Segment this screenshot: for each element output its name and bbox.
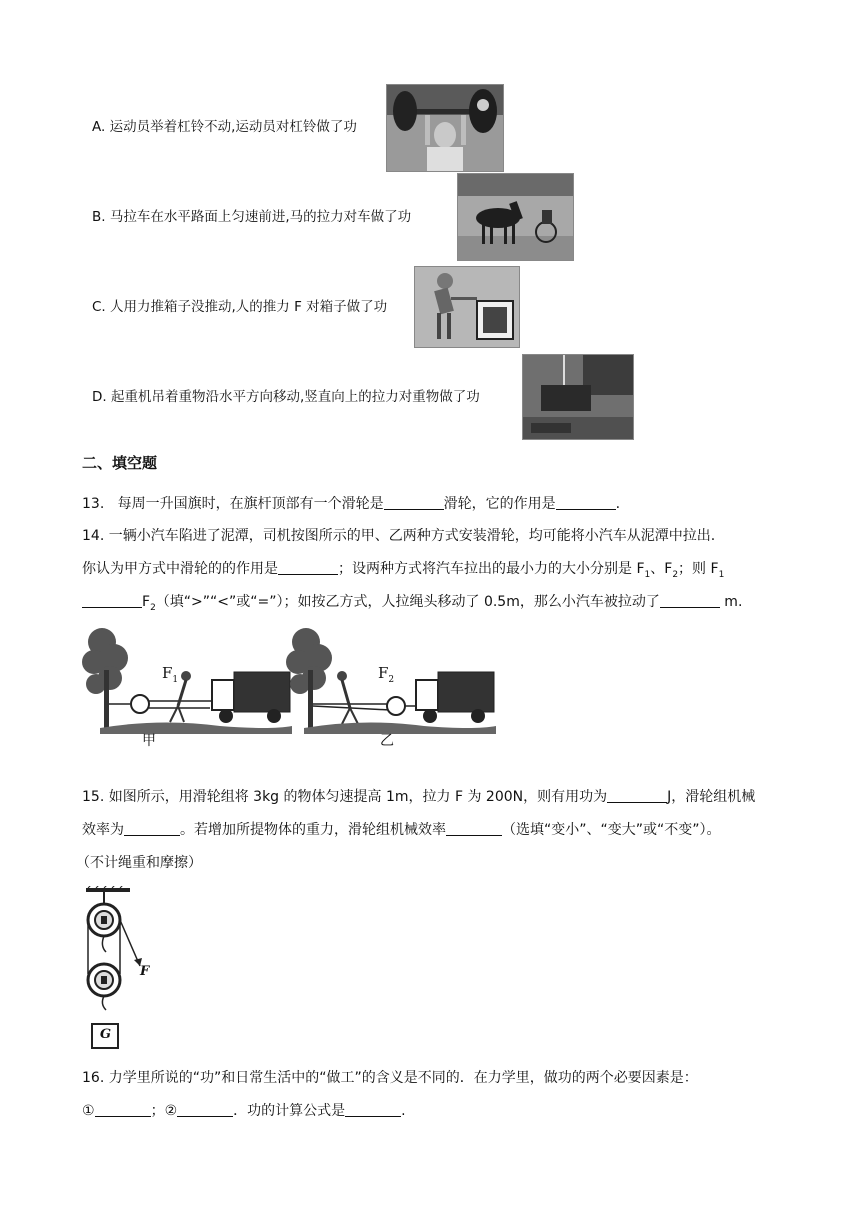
fig-jia-force-label: $F_1$ — [162, 664, 179, 685]
q14-sub-4: 2 — [150, 602, 156, 613]
q16-text-1: ； — [150, 1103, 165, 1119]
fig-yi-caption: 乙 — [380, 733, 394, 749]
q14-blank-1[interactable] — [278, 560, 338, 575]
q14-text-3: 、F — [650, 561, 673, 577]
q14-text-2: ；设两种方式将汽车拉出的最小力的大小分别是 F — [338, 561, 645, 577]
q13-text-2: 滑轮，它的作用是 — [443, 496, 556, 512]
push-box-photo — [414, 266, 520, 348]
question-14-line-3 — [82, 592, 742, 618]
q16-circled-2: ② — [164, 1103, 178, 1119]
q15-blank-1[interactable] — [607, 788, 667, 803]
option-a: A. 运动员举着杠铃不动,运动员对杠铃做了功 — [92, 119, 357, 135]
figure-yi — [284, 624, 498, 748]
question-14-line-1: 14. 一辆小汽车陷进了泥潭，司机按图所示的甲、乙两种方式安装滑轮，均可能将小汽车从泥潭中拉出. — [82, 528, 716, 544]
question-15-line-2 — [82, 820, 721, 840]
q16-text-2: ．功的计算公式是 — [233, 1103, 346, 1119]
question-16-line-2 — [82, 1101, 406, 1121]
q13-number: 13. — [82, 496, 105, 512]
q13-blank-1[interactable] — [384, 495, 444, 510]
q15-blank-2[interactable] — [124, 821, 180, 836]
q15-text-5: （选填“变小”、“变大”或“不变”）。 — [502, 822, 721, 838]
question-15-line-1 — [82, 787, 755, 807]
weightlifter-photo — [386, 84, 504, 172]
q14-blank-3[interactable] — [660, 593, 720, 608]
option-c: C. 人用力推箱子没推动,人的推力 F 对箱子做了功 — [92, 299, 388, 315]
q15-text-3: 效率为 — [82, 822, 124, 838]
horse-cart-photo — [457, 173, 574, 261]
pulley-system-figure — [82, 886, 154, 1056]
question-15-line-3: （不计绳重和摩擦） — [76, 855, 202, 871]
q14-text-5: F — [142, 594, 151, 610]
option-b: B. 马拉车在水平路面上匀速前进,马的拉力对车做了功 — [92, 209, 412, 225]
q15-text-4: 。若增加所提物体的重力，滑轮组机械效率 — [180, 822, 446, 838]
q13-text-1: 每周一升国旗时，在旗杆顶部有一个滑轮是 — [117, 496, 384, 512]
q16-text-3: . — [401, 1103, 406, 1119]
fig-yi-force-label: $F_2$ — [378, 664, 395, 685]
question-13 — [82, 494, 620, 514]
q14-sub-3: 1 — [718, 569, 725, 580]
q13-text-3: . — [615, 496, 621, 512]
q15-text-2: J，滑轮组机械 — [667, 789, 756, 805]
q16-circled-1: ① — [82, 1103, 95, 1119]
q14-text-6: （填“>”“<”或“=”）；如按乙方式，人拉绳头移动了 0.5m，那么小汽车被拉动了 — [155, 594, 660, 610]
q14-text-4: ；则 F — [678, 561, 719, 577]
figure-jia — [80, 622, 294, 749]
crane-photo — [522, 354, 634, 440]
question-14-line-2 — [82, 559, 724, 585]
option-d: D. 起重机吊着重物沿水平方向移动,竖直向上的拉力对重物做了功 — [92, 389, 480, 405]
q14-sub-1: 1 — [644, 569, 651, 580]
q16-blank-2[interactable] — [177, 1102, 233, 1117]
q14-sub-2: 2 — [672, 569, 679, 580]
q15-blank-3[interactable] — [446, 821, 502, 836]
pulley-weight-label: G — [100, 1027, 112, 1042]
q14-text-7: m. — [719, 594, 743, 610]
q14-text-1: 你认为甲方式中滑轮的的作用是 — [82, 561, 278, 577]
q13-blank-2[interactable] — [556, 495, 616, 510]
section-title: 二、填空题 — [82, 454, 158, 472]
q16-blank-1[interactable] — [95, 1102, 151, 1117]
q16-blank-3[interactable] — [345, 1102, 401, 1117]
question-16-line-1: 16. 力学里所说的“功”和日常生活中的“做工”的含义是不同的．在力学里，做功的两个必要因素是： — [82, 1070, 698, 1086]
q15-text-1: 15. 如图所示，用滑轮组将 3kg 的物体匀速提高 1m，拉力 F 为 200N，则有用功为 — [82, 789, 608, 805]
q14-blank-2[interactable] — [82, 593, 142, 608]
pulley-force-label: F — [140, 964, 150, 979]
fig-jia-caption: 甲 — [142, 733, 156, 749]
